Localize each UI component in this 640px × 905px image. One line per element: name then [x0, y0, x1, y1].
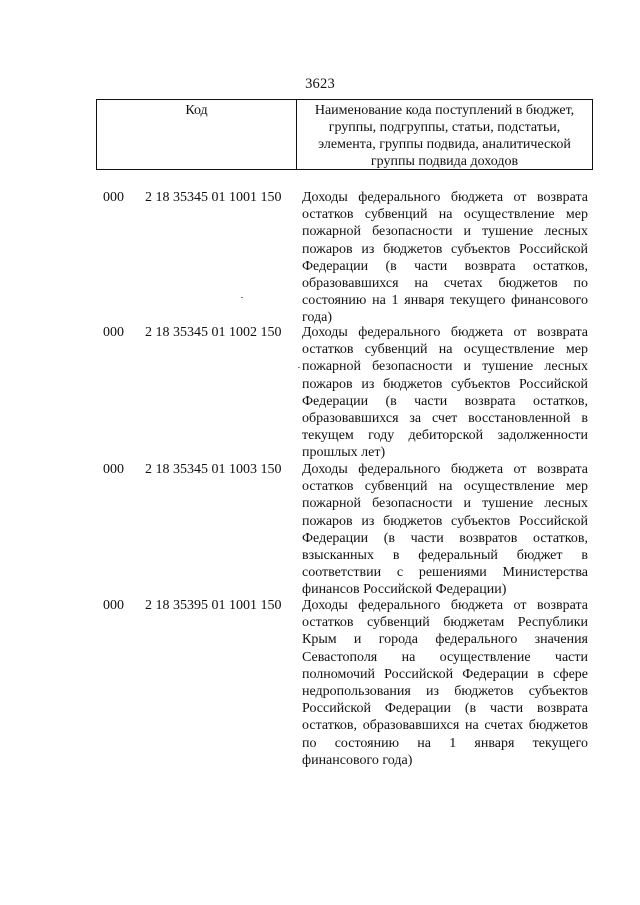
table-row [0, 189, 640, 324]
row-description: Доходы федерального бюджета от возврата остатков субвенций на осуществление мер пожарной безопасности и тушение лесных пожаров из бюджетов субъектов Российской Федерации (в части возврата остатков, образовавшихся на счетах бюджетов по состоянию на 1 января текущего финансового года) [302, 190, 588, 326]
row-code: 2 18 35345 01 1001 150 [145, 190, 282, 205]
header-code-label: Код [97, 100, 297, 169]
row-prefix: 000 [103, 598, 124, 613]
scan-speck [241, 297, 243, 298]
scan-speck [298, 367, 300, 368]
row-description: Доходы федерального бюджета от возврата остатков субвенций на осуществление мер пожарной безопасности и тушение лесных пожаров из бюджетов субъектов Российской Федерации (в части возвратов остатков, взысканных в федеральный бюджет в соответствии с решениями Министерства финансов Российской Федерации) [302, 462, 588, 598]
row-prefix: 000 [103, 190, 124, 205]
table-row [0, 324, 640, 461]
table-header [96, 99, 593, 170]
header-name-label: Наименование кода поступлений в бюджет, группы, подгруппы, статьи, подстатьи, элемента, группы подвида, аналитической группы подвида доходов [314, 103, 575, 169]
row-code: 2 18 35345 01 1002 150 [145, 325, 282, 340]
table-row [0, 461, 640, 597]
table-body [0, 189, 640, 777]
row-prefix: 000 [103, 462, 124, 477]
row-description: Доходы федерального бюджета от возврата остатков субвенций бюджетам Республики Крым и города федерального значения Севастополя на осуществление части полномочий Российской Федерации в сфере недропользования из бюджетов субъектов Российской Федерации (в части возврата остатков, образовавшихся на счетах бюджетов по состоянию на 1 января текущего финансового года) [302, 598, 588, 768]
table-row [0, 597, 640, 777]
row-code: 2 18 35395 01 1001 150 [145, 598, 282, 613]
row-code: 2 18 35345 01 1003 150 [145, 462, 282, 477]
row-description: Доходы федерального бюджета от возврата остатков субвенций на осуществление мер пожарной безопасности и тушение лесных пожаров из бюджетов субъектов Российской Федерации (в части возврата остатков, образовавшихся за счет восстановленной в текущем году дебиторской задолженности прошлых лет) [302, 325, 588, 461]
row-prefix: 000 [103, 325, 124, 340]
page-number: 3623 [305, 76, 335, 92]
